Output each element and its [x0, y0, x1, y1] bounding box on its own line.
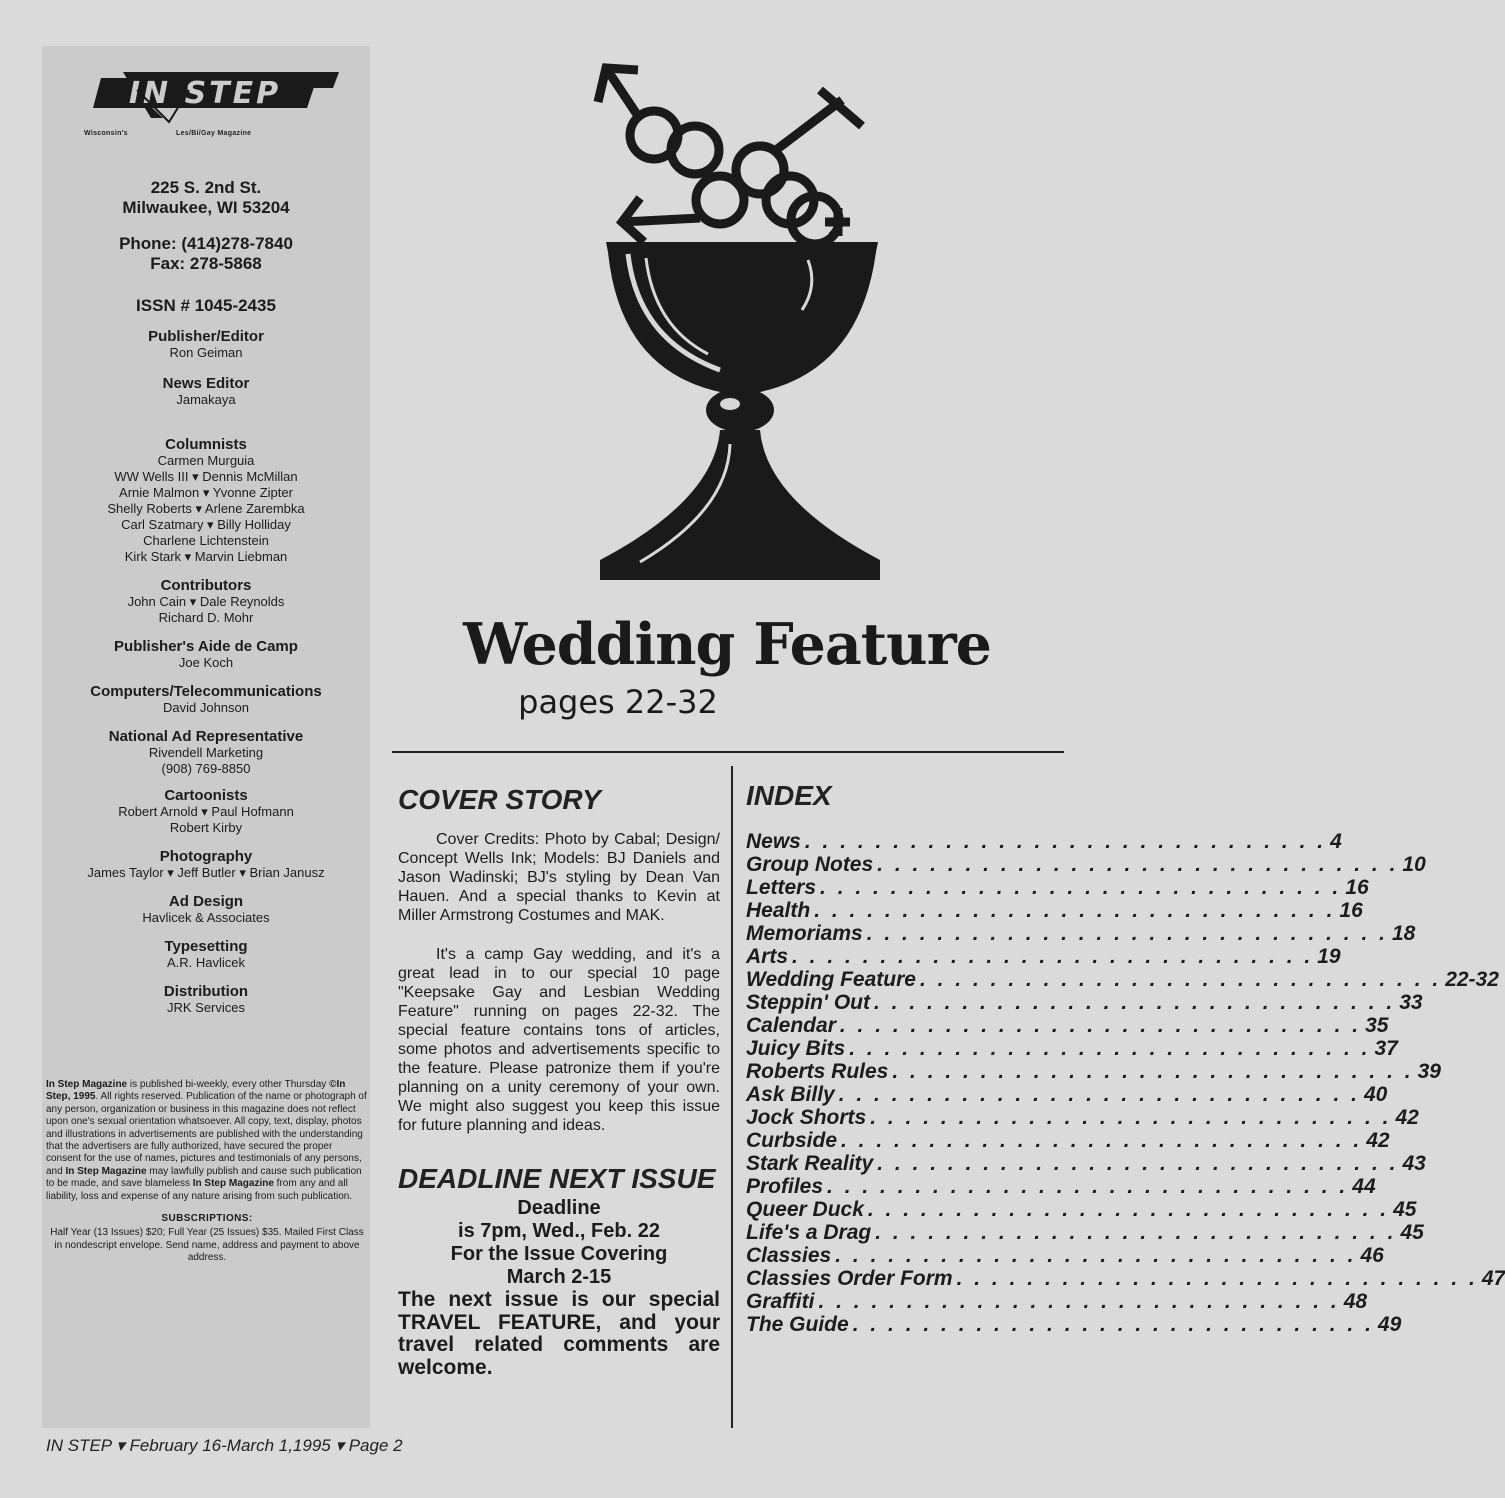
- issn-number: ISSN # 1045-2435: [136, 296, 276, 315]
- index-entry-page: 16: [1345, 876, 1369, 899]
- staff-names: [42, 392, 370, 408]
- staff-names: [42, 1000, 370, 1016]
- index-entry-page: 4: [1330, 830, 1342, 853]
- staff-entry: [42, 787, 370, 836]
- index-entry-label: Calendar: [746, 1014, 836, 1037]
- index-leader-dots: . . . . . . . . . . . . . . . . . . . . . . . . . . . . . .: [814, 899, 1336, 922]
- staff-names: [42, 594, 370, 626]
- index-entry: [746, 853, 1426, 876]
- feature-pages: pages 22-32: [518, 683, 718, 721]
- staff-name: Robert Kirby: [169, 820, 243, 835]
- staff-role: Columnists: [165, 436, 247, 453]
- index-entry-label: Life's a Drag: [746, 1221, 872, 1244]
- index-entry-label: Group Notes: [746, 853, 874, 876]
- index-heading: INDEX: [746, 780, 832, 811]
- index-entry: [746, 1175, 1376, 1198]
- index-entry-label: Curbside: [746, 1129, 838, 1152]
- staff-entry: [42, 577, 370, 626]
- logo-tagline-left: Wisconsin's: [84, 130, 128, 137]
- staff-role: Cartoonists: [164, 787, 248, 804]
- index-leader-dots: . . . . . . . . . . . . . . . . . . . . . . . . . . . . . .: [804, 830, 1327, 853]
- staff-entry: [42, 436, 370, 565]
- page-footer: IN STEP ▾ February 16-March 1,1995 ▾ Page 2: [46, 1436, 403, 1455]
- index-entry-label: Roberts Rules: [746, 1060, 889, 1083]
- address: [42, 178, 370, 218]
- index-entry-page: 44: [1352, 1175, 1376, 1198]
- index-entry: [746, 1083, 1388, 1106]
- staff-role: Contributors: [160, 577, 252, 594]
- legal-bold: In Step Magazine: [192, 1178, 274, 1190]
- index-entry-page: 42: [1366, 1129, 1390, 1152]
- index-entry: [746, 968, 1499, 991]
- index-entry-page: 46: [1360, 1244, 1384, 1267]
- index-entry-page: 45: [1393, 1198, 1417, 1221]
- index-entry: [746, 876, 1369, 899]
- legal-notice: [46, 1079, 368, 1265]
- index-entry-page: 47: [1481, 1267, 1505, 1290]
- index-entry-page: 37: [1374, 1037, 1398, 1060]
- index-entry: [746, 899, 1363, 922]
- index-entry: [746, 1014, 1389, 1037]
- index-entry-page: 33: [1399, 991, 1423, 1014]
- staff-name: Kirk Stark ▾ Marvin Liebman: [124, 549, 288, 564]
- index-entry-label: Classies: [746, 1244, 832, 1267]
- staff-name: John Cain ▾ Dale Reynolds: [127, 594, 285, 609]
- index-entry: [746, 1221, 1424, 1244]
- index-entry-page: 42: [1395, 1106, 1419, 1129]
- index-entry-page: 49: [1377, 1313, 1402, 1336]
- index-entry-page: 48: [1343, 1290, 1368, 1313]
- staff-name: Richard D. Mohr: [158, 610, 254, 625]
- staff-role: News Editor: [162, 375, 250, 392]
- index-entry: [746, 1060, 1441, 1083]
- staff-name: Robert Arnold ▾ Paul Hofmann: [118, 804, 294, 819]
- index-entry-label: Classies Order Form: [746, 1267, 953, 1290]
- staff-names: [42, 865, 370, 881]
- staff-name: Ron Geiman: [169, 345, 243, 360]
- staff-names: [42, 345, 370, 361]
- index-entry-label: Health: [746, 899, 811, 922]
- deadline-line: March 2-15: [506, 1266, 612, 1288]
- staff-role: Photography: [159, 848, 253, 865]
- index-entry-page: 43: [1402, 1152, 1426, 1175]
- index-entry-page: 40: [1363, 1083, 1388, 1106]
- index-leader-dots: . . . . . . . . . . . . . . . . . . . . . . . . . . . . . .: [841, 1129, 1363, 1152]
- staff-entry: [42, 938, 370, 971]
- in-step-logo: [42, 70, 370, 148]
- deadline-line: For the Issue Covering: [450, 1243, 668, 1265]
- index-entry-label: Profiles: [746, 1175, 824, 1198]
- index-entry-label: Jock Shorts: [746, 1106, 867, 1129]
- staff-name: (908) 769-8850: [161, 761, 251, 776]
- logo-tagline-right: Les/Bi/Gay Magazine: [176, 130, 252, 137]
- horizontal-divider: [392, 751, 1064, 753]
- index-list: [746, 830, 1505, 1336]
- index-leader-dots: . . . . . . . . . . . . . . . . . . . . . . . . . . . . . .: [919, 968, 1442, 991]
- masthead-column: [42, 46, 370, 1428]
- deadline-line: Deadline: [517, 1197, 601, 1219]
- index-entry-label: Arts: [746, 945, 789, 968]
- staff-entry: [42, 893, 370, 926]
- cover-story-section: [398, 784, 720, 1379]
- index-entry: [746, 1152, 1426, 1175]
- staff-name: Charlene Lichtenstein: [143, 533, 269, 548]
- staff-role: Publisher/Editor: [148, 328, 264, 345]
- staff-names: [42, 745, 370, 777]
- staff-name: Shelly Roberts ▾ Arlene Zarembka: [107, 501, 305, 516]
- staff-names: [42, 804, 370, 836]
- index-entry: [746, 1129, 1390, 1152]
- phone-number: Phone: (414)278-7840: [119, 234, 293, 253]
- staff-name: A.R. Havlicek: [166, 955, 246, 970]
- staff-name: Arnie Malmon ▾ Yvonne Zipter: [119, 485, 293, 500]
- index-entry: [746, 991, 1423, 1014]
- staff-role: Ad Design: [168, 893, 244, 910]
- cover-credits-paragraph: Cover Credits: Photo by Cabal; Design/ Concept Wells Ink; Models: BJ Daniels and Jason Wadinski; BJ's styling by Dean Van Hauen. And a special thanks to Kevin at Miller Armstrong Costumes and MAK.: [398, 831, 720, 924]
- staff-names: [42, 453, 370, 565]
- index-entry-page: 16: [1339, 899, 1363, 922]
- index-leader-dots: . . . . . . . . . . . . . . . . . . . . . . . . . . . . . .: [839, 1014, 1362, 1037]
- staff-name: WW Wells III ▾ Dennis McMillan: [114, 469, 298, 484]
- staff-names: [42, 955, 370, 971]
- index-entry-page: 45: [1400, 1221, 1424, 1244]
- legal-bold: In Step Magazine: [65, 1165, 147, 1177]
- subscriptions-body: Half Year (13 Issues) $20; Full Year (25 Issues) $35. Mailed First Class in nondescript envelope. Send name, address and payment to above address.: [50, 1227, 364, 1264]
- legal-bold: ©In Step, 1995: [46, 1079, 346, 1103]
- staff-entry: [42, 375, 370, 408]
- index-leader-dots: . . . . . . . . . . . . . . . . . . . . . . . . . . . . . .: [866, 922, 1388, 945]
- staff-names: [42, 655, 370, 671]
- index-leader-dots: . . . . . . . . . . . . . . . . . . . . . . . . . . . . . .: [873, 991, 1396, 1014]
- index-leader-dots: . . . . . . . . . . . . . . . . . . . . . . . . . . . . . .: [818, 1290, 1340, 1313]
- index-leader-dots: . . . . . . . . . . . . . . . . . . . . . . . . . . . . . .: [877, 853, 1399, 876]
- index-entry-page: 35: [1365, 1014, 1389, 1037]
- index-leader-dots: . . . . . . . . . . . . . . . . . . . . . . . . . . . . . .: [849, 1037, 1371, 1060]
- index-entry-label: News: [746, 830, 801, 853]
- index-leader-dots: . . . . . . . . . . . . . . . . . . . . . . . . . . . . . .: [892, 1060, 1414, 1083]
- deadline-line: is 7pm, Wed., Feb. 22: [458, 1220, 660, 1242]
- staff-list: [42, 328, 370, 1016]
- contact-numbers: [42, 234, 370, 274]
- index-entry-label: Memoriams: [746, 922, 863, 945]
- staff-name: Carl Szatmary ▾ Billy Holliday: [121, 517, 291, 532]
- cover-story-heading: COVER STORY: [398, 784, 601, 815]
- staff-entry: [42, 638, 370, 671]
- index-entry: [746, 1267, 1505, 1290]
- index-entry-label: Graffiti: [746, 1290, 815, 1313]
- index-entry-label: Ask Billy: [746, 1083, 835, 1106]
- index-leader-dots: . . . . . . . . . . . . . . . . . . . . . . . . . . . . . .: [838, 1083, 1360, 1106]
- staff-entry: [42, 848, 370, 881]
- index-entry: [746, 830, 1342, 853]
- staff-names: [42, 910, 370, 926]
- cover-description-paragraph: It's a camp Gay wedding, and it's a great lead in to our special 10 page "Keepsake Gay and Lesbian Wedding Feature" running on pages 22-32. The special feature contains tons of articles, some photos and advertisements specific to the feature. Please patronize them if you're planning on a unity ceremony of your own. We might also suggest you keep this issue for future planning and ideas.: [398, 946, 720, 1134]
- index-entry: [746, 1106, 1419, 1129]
- index-entry-label: Letters: [746, 876, 817, 899]
- deadline-info: [398, 1197, 720, 1289]
- index-leader-dots: . . . . . . . . . . . . . . . . . . . . . . . . . . . . . .: [870, 1106, 1392, 1129]
- index-entry: [746, 1198, 1417, 1221]
- subscriptions-title: SUBSCRIPTIONS:: [161, 1213, 253, 1225]
- legal-span: . All rights reserved. Publication of the name or photograph of any person, organization or business in this magazine does not reflect upon one's sexual orientation whatsoever. All copy, text, display, photos and illustrations in advertisements are published with the understanding that the advertisers are fully authorized, have secured the proper consent for the use of names, pictures and testimonials of any persons, and: [46, 1091, 367, 1177]
- index-entry-label: Queer Duck: [746, 1198, 864, 1221]
- index-leader-dots: . . . . . . . . . . . . . . . . . . . . . . . . . . . . . .: [956, 1267, 1478, 1290]
- index-entry: [746, 1290, 1368, 1313]
- index-section: [746, 780, 1505, 1336]
- staff-name: James Taylor ▾ Jeff Butler ▾ Brian Janusz: [87, 865, 325, 880]
- index-entry-label: Stark Reality: [746, 1152, 874, 1175]
- index-entry: [746, 1313, 1402, 1336]
- staff-role: Computers/Telecommunications: [90, 683, 322, 700]
- index-entry-label: Wedding Feature: [746, 968, 916, 991]
- staff-role: Publisher's Aide de Camp: [114, 638, 298, 655]
- staff-entry: [42, 983, 370, 1016]
- staff-entry: [42, 728, 370, 777]
- legal-span: from any and all liability, loss and expense of any nature arising from such publication.: [46, 1178, 353, 1202]
- index-leader-dots: . . . . . . . . . . . . . . . . . . . . . . . . . . . . . .: [835, 1244, 1357, 1267]
- staff-role: National Ad Representative: [108, 728, 304, 745]
- feature-title: Wedding Feature: [463, 611, 991, 678]
- index-entry-page: 10: [1402, 853, 1426, 876]
- legal-span: is published bi-weekly, every other Thursday: [127, 1079, 330, 1090]
- staff-name: David Johnson: [163, 700, 249, 715]
- vertical-divider: [731, 766, 733, 1428]
- index-entry: [746, 945, 1341, 968]
- address-line: Milwaukee, WI 53204: [122, 198, 290, 217]
- staff-names: [42, 700, 370, 716]
- index-entry-page: 39: [1417, 1060, 1441, 1083]
- index-entry-label: The Guide: [746, 1313, 849, 1336]
- index-entry: [746, 922, 1416, 945]
- index-leader-dots: . . . . . . . . . . . . . . . . . . . . . . . . . . . . . .: [852, 1313, 1374, 1336]
- address-line: 225 S. 2nd St.: [150, 178, 262, 197]
- staff-name: Jamakaya: [176, 392, 236, 407]
- legal-text: [46, 1079, 368, 1203]
- index-leader-dots: . . . . . . . . . . . . . . . . . . . . . . . . . . . . . .: [820, 876, 1342, 899]
- index-entry: [746, 1037, 1398, 1060]
- in-step-logo-icon: [71, 70, 341, 130]
- index-leader-dots: . . . . . . . . . . . . . . . . . . . . . . . . . . . . . .: [875, 1221, 1397, 1244]
- gender-symbols-icon: [598, 68, 862, 244]
- staff-name: Carmen Murguia: [157, 453, 255, 468]
- index-entry: [746, 1244, 1384, 1267]
- fax-number: Fax: 278-5868: [150, 254, 262, 273]
- staff-name: Rivendell Marketing: [148, 745, 264, 760]
- index-leader-dots: . . . . . . . . . . . . . . . . . . . . . . . . . . . . . .: [877, 1152, 1399, 1175]
- index-entry-page: 19: [1317, 945, 1341, 968]
- chalice-base-icon: [600, 430, 880, 580]
- staff-entry: [42, 328, 370, 361]
- staff-role: Typesetting: [164, 938, 248, 955]
- deadline-heading: DEADLINE NEXT ISSUE: [398, 1163, 716, 1194]
- travel-feature-note: The next issue is our special TRAVEL FEATURE, and your travel related comments are welcome.: [398, 1288, 720, 1379]
- index-leader-dots: . . . . . . . . . . . . . . . . . . . . . . . . . . . . . .: [827, 1175, 1349, 1198]
- staff-entry: [42, 683, 370, 716]
- wedding-chalice-emblem: [580, 40, 900, 600]
- index-entry-label: Juicy Bits: [746, 1037, 846, 1060]
- staff-name: JRK Services: [166, 1000, 246, 1015]
- svg-text:IN STEP: IN STEP: [128, 76, 282, 111]
- staff-role: Distribution: [163, 983, 249, 1000]
- legal-span: may lawfully publish and cause such publication to be made, and save blameless: [46, 1165, 362, 1190]
- index-entry-label: Steppin' Out: [746, 991, 870, 1014]
- staff-name: Havlicek & Associates: [142, 910, 270, 925]
- index-leader-dots: . . . . . . . . . . . . . . . . . . . . . . . . . . . . . .: [867, 1198, 1390, 1221]
- legal-bold: In Step Magazine: [46, 1079, 128, 1090]
- staff-name: Joe Koch: [178, 655, 234, 670]
- index-leader-dots: . . . . . . . . . . . . . . . . . . . . . . . . . . . . . .: [792, 945, 1314, 968]
- chalice-knob-icon: [706, 388, 774, 432]
- index-entry-page: 18: [1391, 922, 1416, 945]
- index-entry-page: 22-32: [1445, 968, 1499, 991]
